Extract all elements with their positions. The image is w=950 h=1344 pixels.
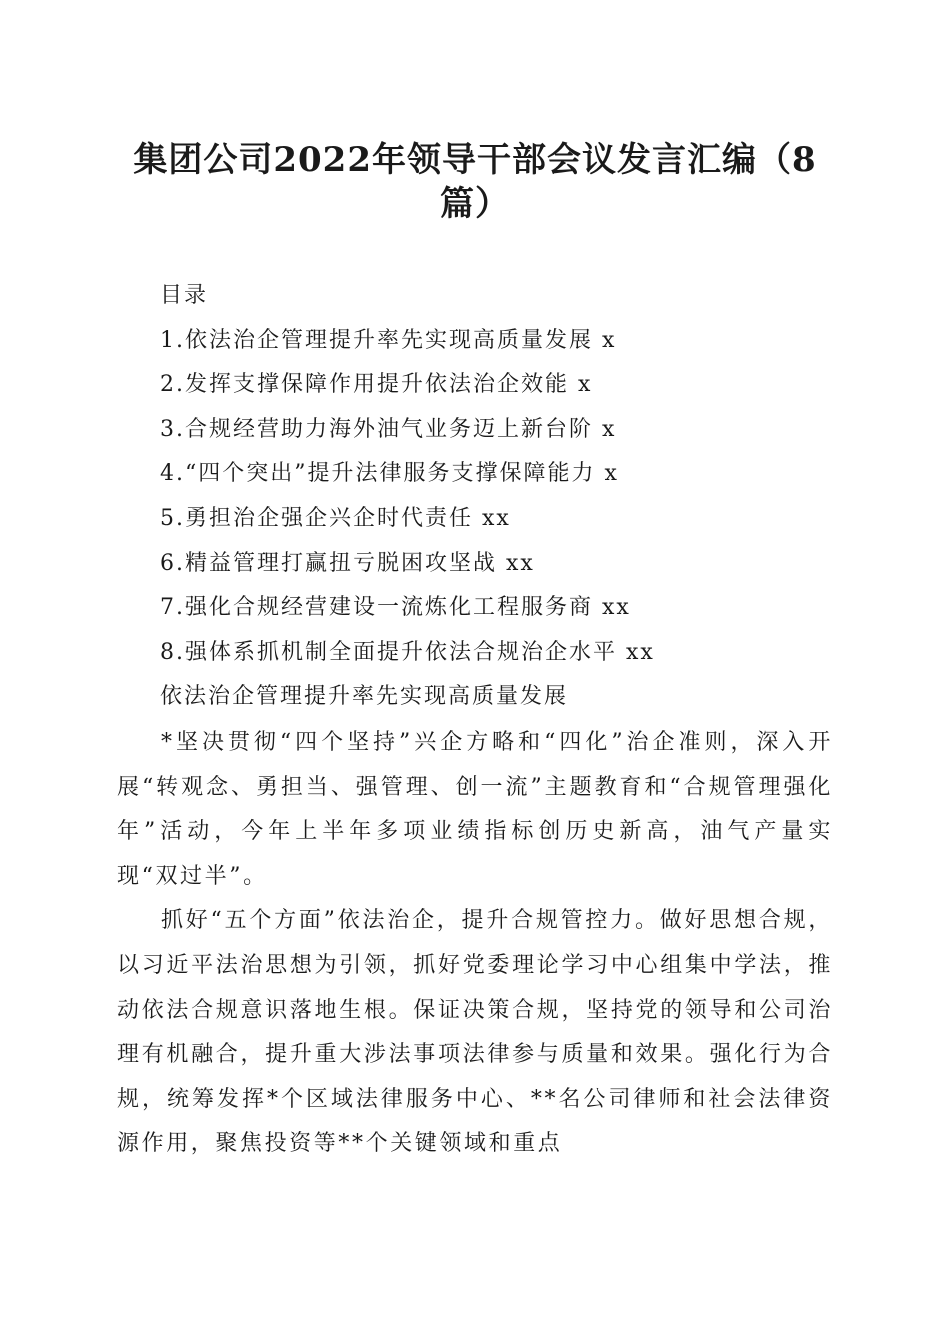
toc-item: 6.精益管理打赢扭亏脱困攻坚战 xx [160, 550, 535, 576]
toc-item: 7.强化合规经营建设一流炼化工程服务商 xx [160, 595, 631, 621]
toc-item: 4.“四个突出”提升法律服务支撑保障能力 x [160, 461, 619, 487]
section-title: 依法治企管理提升率先实现高质量发展 [160, 684, 569, 710]
body-text [117, 721, 833, 1167]
body-paragraph: *坚决贯彻“四个坚持”兴企方略和“四化”治企准则，深入开展“转观念、勇担当、强管理、创一流”主题教育和“合规管理强化年”活动，今年上半年多项业绩指标创历史新高，油气产量实现“双过半”。 [117, 730, 833, 889]
table-of-contents [160, 274, 860, 720]
toc-item: 8.强体系抓机制全面提升依法合规治企水平 xx [160, 639, 655, 665]
toc-heading: 目录 [160, 283, 209, 308]
toc-item: 3.合规经营助力海外油气业务迈上新台阶 x [160, 416, 617, 442]
toc-item: 2.发挥支撑保障作用提升依法治企效能 x [160, 372, 593, 398]
toc-item: 5.勇担治企强企兴企时代责任 xx [160, 505, 511, 531]
document-title: 集团公司2022年领导干部会议发言汇编（8篇） [133, 140, 817, 224]
body-paragraph: 抓好“五个方面”依法治企，提升合规管控力。做好思想合规，以习近平法治思想为引领，抓好党委理论学习中心组集中学法，推动依法合规意识落地生根。保证决策合规，坚持党的领导和公司治理有机融合，提升重大涉法事项法律参与质量和效果。强化行为合规，统筹发挥*个区域法律服务中心、**名公司律师和社会法律资源作用，聚焦投资等**个关键领域和重点 [117, 908, 833, 1157]
toc-item: 1.依法治企管理提升率先实现高质量发展 x [160, 327, 617, 353]
